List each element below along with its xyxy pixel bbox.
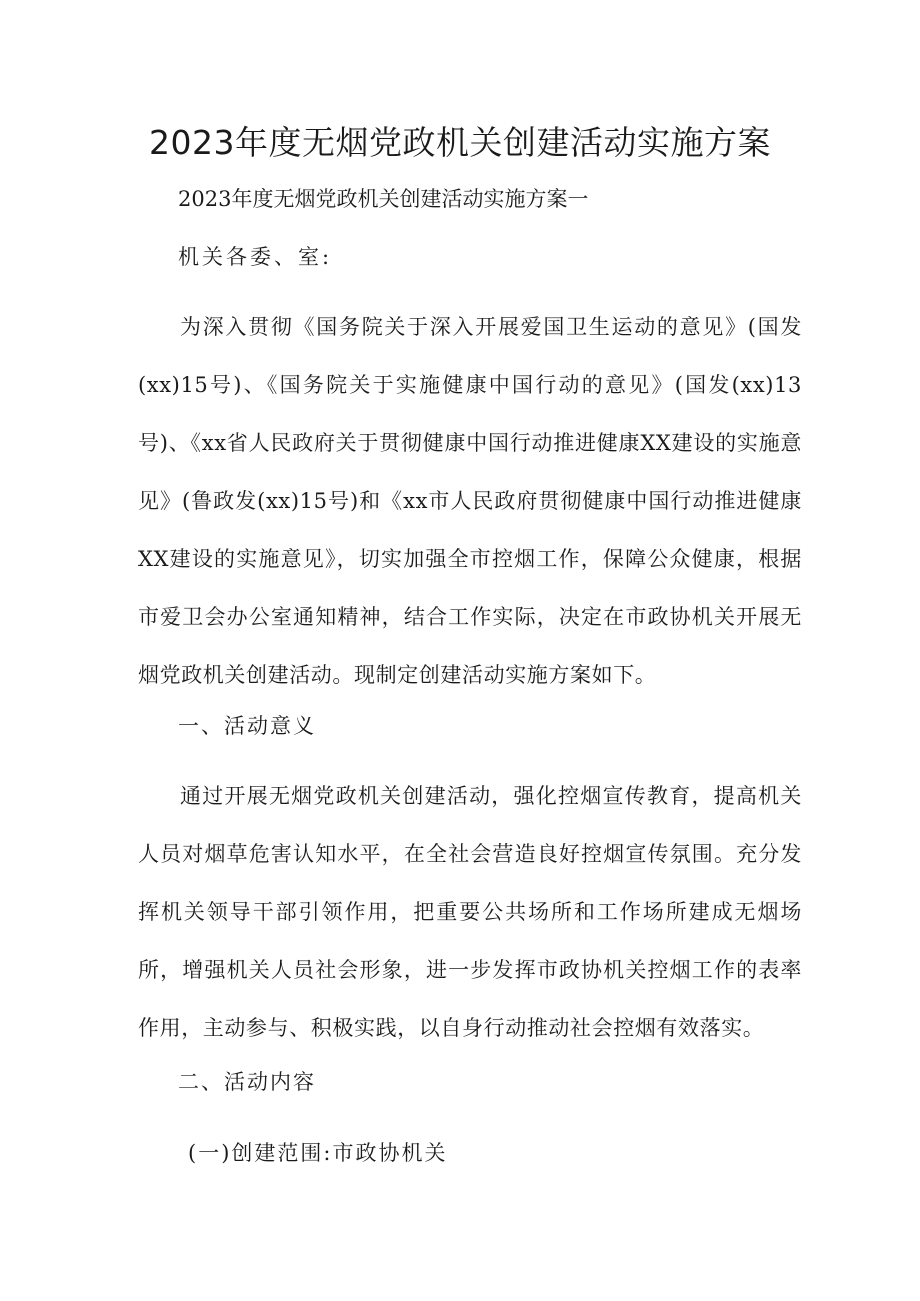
section-heading-content: 二、活动内容 — [178, 1070, 316, 1094]
paragraph-intro: 为深入贯彻《国务院关于深入开展爱国卫生运动的意见》(国发(xx)15号)、《国务院关于实施健康中国行动的意见》(国发(xx)13号)、《xx省人民政府关于贯彻健康中国行动推进健康XX建设的实施意见》(鲁政发(xx)15号)和《xx市人民政府贯彻健康中国行动推进健康XX建设的实施意见》，切实加强全市控烟工作，保障公众健康，根据市爱卫会办公室通知精神，结合工作实际，决定在市政协机关开展无烟党政机关创建活动。现制定创建活动实施方案如下。 — [138, 315, 802, 687]
subsection-scope: (一)创建范围:市政协机关 — [188, 1141, 448, 1165]
section-heading-significance: 一、活动意义 — [178, 714, 316, 738]
document-title: 2023年度无烟党政机关创建活动实施方案 — [149, 123, 771, 162]
paragraph-significance: 通过开展无烟党政机关创建活动，强化控烟宣传教育，提高机关人员对烟草危害认知水平，在全社会营造良好控烟宣传氛围。充分发挥机关领导干部引领作用，把重要公共场所和工作场所建成无烟场所，增强机关人员社会形象，进一步发挥市政协机关控烟工作的表率作用，主动参与、积极实践，以自身行动推动社会控烟有效落实。 — [138, 784, 802, 1040]
salutation: 机关各委、室: — [178, 245, 333, 269]
document-subtitle: 2023年度无烟党政机关创建活动实施方案一 — [178, 187, 589, 211]
